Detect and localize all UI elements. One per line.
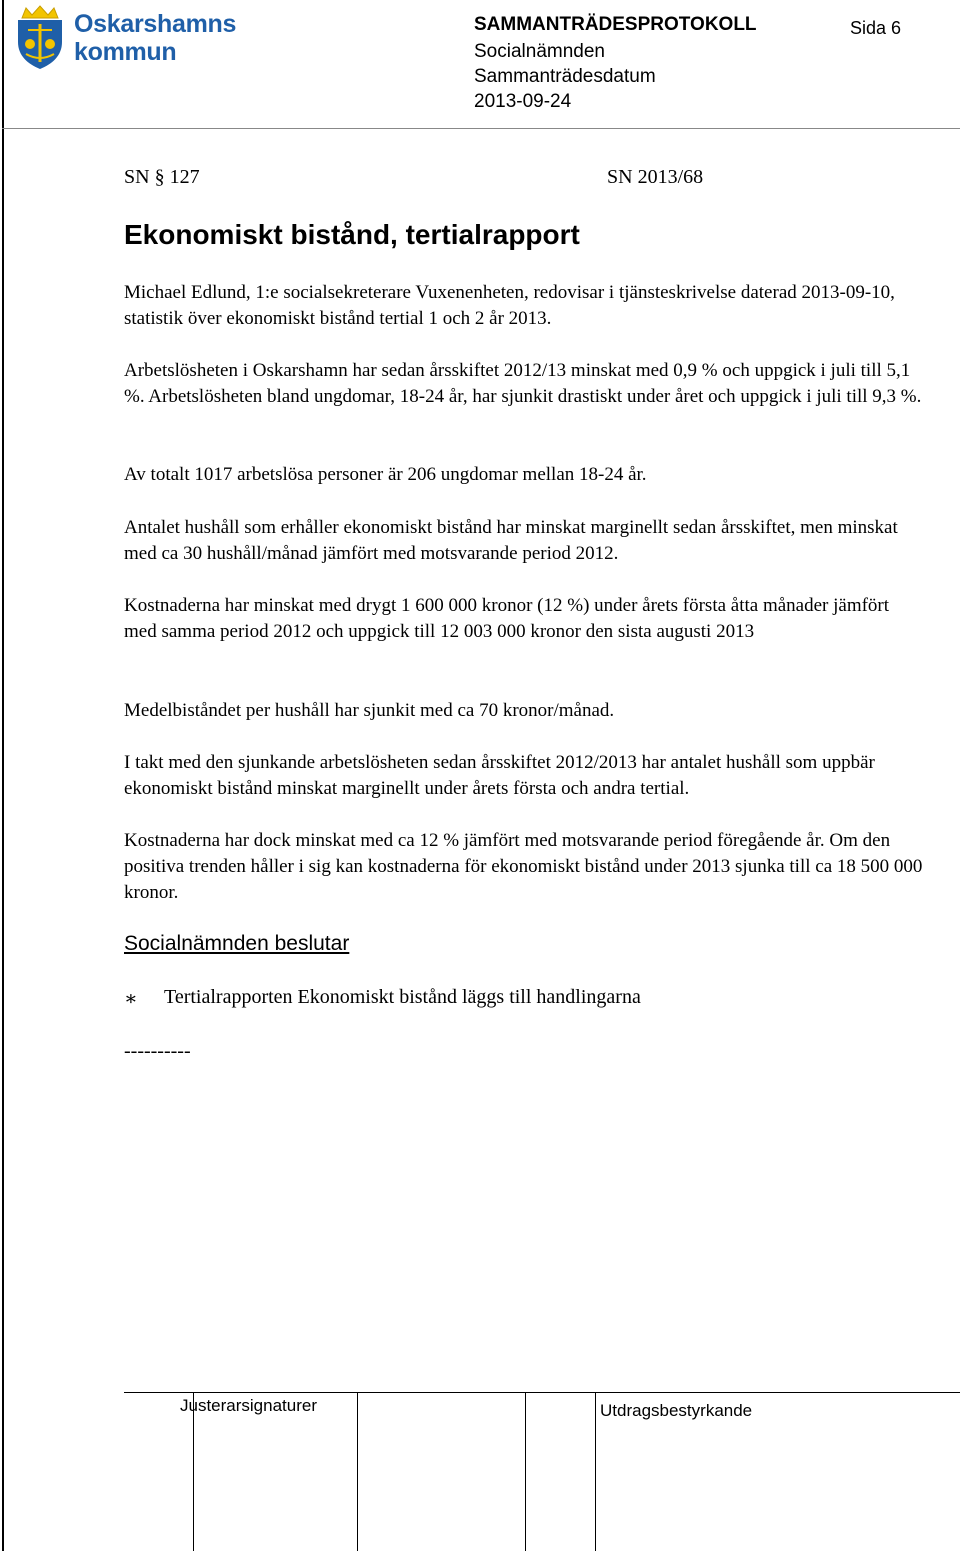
committee-name: Socialnämnden	[474, 41, 605, 62]
paragraph-households: Antalet hushåll som erhåller ekonomiskt bistånd har minskat marginellt sedan årsskiftet, men minskat med ca 30 hushåll/månad jämfört med motsvarande period 2012.	[124, 517, 898, 564]
paragraph-trend: I takt med den sjunkande arbetslösheten sedan årsskiftet 2012/2013 har antalet hushåll som uppbär ekonomiskt bistånd minskat marginellt under årets första och andra tertial.	[124, 752, 875, 799]
header-rule	[2, 128, 960, 129]
case-number: SN 2013/68	[607, 166, 704, 188]
paragraph-costs: Kostnaderna har minskat med drygt 1 600 000 kronor (12 %) under årets första åtta månader jämfört med samma period 2012 och uppgick till 12 003 000 kronor den sista augusti 2013	[124, 595, 890, 642]
decision-item: Tertialrapporten Ekonomiskt bistånd läggs till handlingarna	[164, 986, 641, 1008]
decision-heading: Socialnämnden beslutar	[124, 932, 350, 955]
meeting-date: 2013-09-24	[474, 91, 572, 112]
paragraph-unemployment: Arbetslösheten i Oskarshamn har sedan årsskiftet 2012/13 minskat med 0,9 % och uppgick i juli till 5,1 %. Arbetslösheten bland ungdomar, 18-24 år, har sjunkit drastiskt under året och uppgick i juli till 9,3 %.	[124, 360, 922, 407]
page-label: Sida 6	[850, 18, 902, 38]
footer-table-top	[124, 1392, 960, 1393]
paragraph-report-intro: Michael Edlund, 1:e socialsekreterare Vuxenenheten, redovisar i tjänsteskrivelse daterad 2013-09-10, statistik över ekonomiskt bistånd tertial 1 och 2 år 2013.	[124, 282, 895, 329]
paragraph-reference: SN § 127	[124, 166, 200, 188]
logo-line2: kommun	[74, 38, 177, 66]
signatures-label: Justerarsignaturer	[180, 1396, 318, 1415]
paragraph-forecast: Kostnaderna har dock minskat med ca 12 % jämfört med motsvarande period föregående år. Om den positiva trenden håller i sig kan kostnaderna för ekonomiskt bistånd under 2013 sjunka till ca 18 500 000 kronor.	[124, 830, 923, 903]
coat-of-arms-icon	[14, 4, 66, 70]
footer-divider-4	[595, 1392, 596, 1551]
page-title: Ekonomiskt bistånd, tertialrapport	[124, 219, 580, 250]
paragraph-unemployed-count: Av totalt 1017 arbetslösa personer är 206 ungdomar mellan 18-24 år.	[124, 464, 647, 485]
logo-line1: Oskarshamns	[74, 10, 237, 38]
meeting-date-label: Sammanträdesdatum	[474, 66, 656, 87]
municipality-logo	[14, 4, 264, 74]
left-margin-line	[2, 0, 4, 1551]
separator-dashes: ----------	[124, 1040, 191, 1062]
paragraph-average-aid: Medelbiståndet per hushåll har sjunkit med ca 70 kronor/månad.	[124, 700, 615, 721]
decision-bullet: ∗	[124, 988, 138, 1010]
footer-divider-2	[357, 1392, 358, 1551]
extract-certification-label: Utdragsbestyrkande	[600, 1401, 753, 1420]
protocol-title: SAMMANTRÄDESPROTOKOLL	[474, 14, 757, 35]
footer-divider-3	[525, 1392, 526, 1551]
